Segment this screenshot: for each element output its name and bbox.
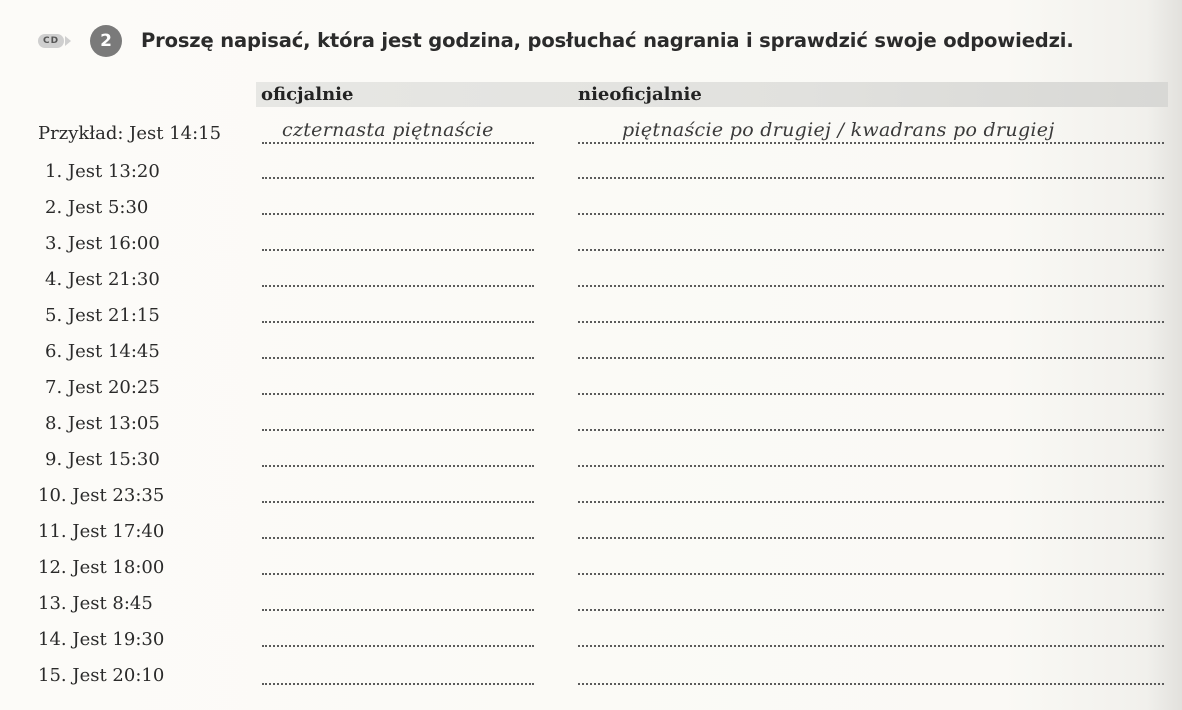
answer-line-official[interactable] <box>262 501 534 503</box>
example-label: Przykład: Jest 14:15 <box>38 123 222 144</box>
column-header-band <box>256 82 1168 107</box>
answer-line-unofficial[interactable] <box>578 501 1164 503</box>
time-prompt-7: 7. Jest 20:25 <box>45 377 160 398</box>
time-prompt-2: 2. Jest 5:30 <box>45 197 149 218</box>
time-prompt-9: 9. Jest 15:30 <box>45 449 160 470</box>
time-prompt-6: 6. Jest 14:45 <box>45 341 160 362</box>
answer-line-official[interactable] <box>262 645 534 647</box>
answer-line-official[interactable] <box>262 537 534 539</box>
time-prompt-4: 4. Jest 21:30 <box>45 269 160 290</box>
answer-line-unofficial[interactable] <box>578 213 1164 215</box>
answer-line-official[interactable] <box>262 321 534 323</box>
time-prompt-5: 5. Jest 21:15 <box>45 305 160 326</box>
answer-line-official[interactable] <box>262 285 534 287</box>
answer-line-official[interactable] <box>262 465 534 467</box>
time-prompt-12: 12. Jest 18:00 <box>38 557 165 578</box>
answer-line-official[interactable] <box>262 142 534 144</box>
time-prompt-3: 3. Jest 16:00 <box>45 233 160 254</box>
answer-line-official[interactable] <box>262 213 534 215</box>
exercise-instruction: Proszę napisać, która jest godzina, posłuchać nagrania i sprawdzić swoje odpowiedzi. <box>141 29 1074 52</box>
answer-line-unofficial[interactable] <box>578 465 1164 467</box>
time-prompt-8: 8. Jest 13:05 <box>45 413 160 434</box>
answer-line-unofficial[interactable] <box>578 573 1164 575</box>
column-header-unofficial: nieoficjalnie <box>578 84 702 105</box>
time-prompt-14: 14. Jest 19:30 <box>38 629 165 650</box>
column-header-official: oficjalnie <box>261 84 354 105</box>
answer-line-unofficial[interactable] <box>578 249 1164 251</box>
answer-line-unofficial[interactable] <box>578 357 1164 359</box>
answer-line-unofficial[interactable] <box>578 645 1164 647</box>
answer-line-official[interactable] <box>262 393 534 395</box>
answer-line-official[interactable] <box>262 683 534 685</box>
answer-line-unofficial[interactable] <box>578 142 1164 144</box>
answer-line-official[interactable] <box>262 429 534 431</box>
answer-line-unofficial[interactable] <box>578 429 1164 431</box>
time-prompt-10: 10. Jest 23:35 <box>38 485 165 506</box>
answer-line-unofficial[interactable] <box>578 177 1164 179</box>
answer-line-unofficial[interactable] <box>578 683 1164 685</box>
example-answer-unofficial: piętnaście po drugiej / kwadrans po drugiej <box>622 119 1055 141</box>
cd-audio-icon: CD <box>38 34 64 48</box>
example-answer-official: czternasta piętnaście <box>282 119 494 141</box>
answer-line-official[interactable] <box>262 609 534 611</box>
time-prompt-15: 15. Jest 20:10 <box>38 665 165 686</box>
answer-line-unofficial[interactable] <box>578 393 1164 395</box>
answer-line-unofficial[interactable] <box>578 321 1164 323</box>
time-prompt-11: 11. Jest 17:40 <box>38 521 165 542</box>
answer-line-official[interactable] <box>262 249 534 251</box>
answer-line-unofficial[interactable] <box>578 285 1164 287</box>
time-prompt-1: 1. Jest 13:20 <box>45 161 160 182</box>
answer-line-unofficial[interactable] <box>578 609 1164 611</box>
exercise-number-badge: 2 <box>90 25 122 57</box>
answer-line-official[interactable] <box>262 177 534 179</box>
time-prompt-13: 13. Jest 8:45 <box>38 593 153 614</box>
answer-line-official[interactable] <box>262 357 534 359</box>
answer-line-unofficial[interactable] <box>578 537 1164 539</box>
answer-line-official[interactable] <box>262 573 534 575</box>
